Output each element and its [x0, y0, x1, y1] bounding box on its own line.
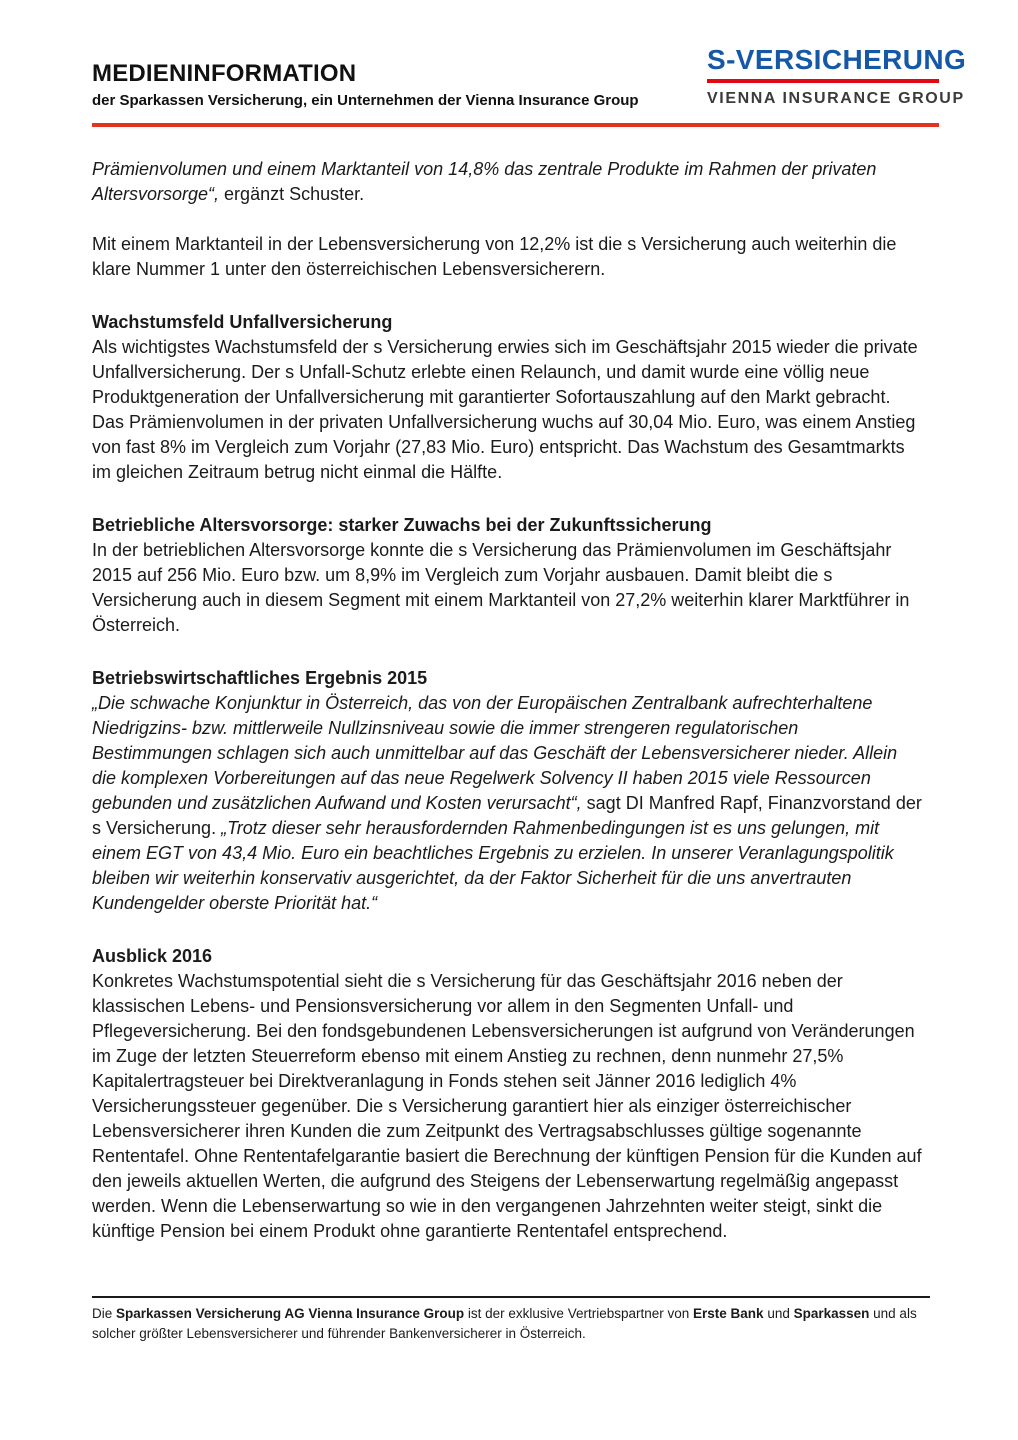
attribution-text-run: ergänzt Schuster. — [224, 184, 365, 204]
footer-divider-rule — [92, 1296, 930, 1298]
quote-text-run: „Die schwache Konjunktur in Österreich, das von der Europäischen Zentralbank aufrechterhaltene Niedrigzins- bzw. mittlerweile Nullzinsniveau sowie die immer strengeren regulatorischen Bestimmungen schlagen sich auch unmittelbar auf das Geschäft der Lebensversicherer nieder. Allein die komplexen Vorbereitungen auf das neue Regelwerk Solvency II haben 2015 viele Ressourcen gebunden und zusätzlichen Aufwand und Kosten verursacht“, — [92, 693, 898, 813]
quote-text-run: Prämienvolumen und einem Marktanteil von 14,8% das zentrale Produkte im Rahmen der privaten Altersvorsorge“, — [92, 159, 877, 204]
heading-wachstumsfeld: Wachstumsfeld Unfallversicherung — [92, 312, 393, 332]
footer-text-run: und als solcher größter Lebensversicherer und führender Bankenversicherer in Österreich. — [92, 1306, 917, 1341]
paragraph-intro-quote — [92, 157, 922, 207]
page-subtitle: der Sparkassen Versicherung, ein Unternehmen der Vienna Insurance Group — [92, 92, 639, 109]
quote-text-run: „Trotz dieser sehr herausfordernden Rahmenbedingungen ist es uns gelungen, mit einem EGT von 43,4 Mio. Euro ein beachtliches Ergebnis zu erzielen. In unserer Veranlagungspolitik bleiben wir weiterhin konservativ ausgerichtet, da der Faktor Sicherheit für die uns anvertrauten Kundengelder oberste Priorität hat.“ — [92, 818, 894, 913]
page-header — [92, 44, 967, 109]
attribution-text-run: sagt DI Manfred Rapf, Finanzvorstand der s Versicherung. — [92, 793, 922, 838]
footer-partner-sparkassen: Sparkassen — [793, 1306, 870, 1321]
paragraph-ergebnis-2015 — [92, 691, 922, 916]
heading-ausblick-2016: Ausblick 2016 — [92, 946, 213, 966]
page-title: MEDIENINFORMATION — [92, 60, 357, 87]
s-versicherung-logo — [707, 44, 967, 109]
footer-partner-erste-bank: Erste Bank — [693, 1306, 764, 1321]
logo-red-underline — [707, 79, 939, 83]
logo-group-name: VIENNA INSURANCE GROUP — [707, 90, 965, 107]
header-title-block — [92, 60, 707, 109]
heading-betriebliche-altersvorsorge: Betriebliche Altersvorsorge: starker Zuwachs bei der Zukunftssicherung — [92, 515, 712, 535]
footer-text-run: Die — [92, 1306, 117, 1321]
logo-wordmark: S-VERSICHERUNG — [707, 44, 967, 75]
page-footer — [92, 1296, 930, 1344]
header-divider-rule — [92, 123, 939, 127]
paragraph-ausblick-2016: Konkretes Wachstumspotential sieht die s Versicherung für das Geschäftsjahr 2016 neben der klassischen Lebens- und Pensionsversicherung vor allem in den Segmenten Unfall- und Pflegeversicherung. Bei den fondsgebundenen Lebensversicherungen ist aufgrund von Veränderungen im Zuge der letzten Steuerreform ebenso mit einem Anstieg zu rechnen, denn nunmehr 27,5% Kapitalertragsteuer bei Direktveranlagung in Fonds stehen seit Jänner 2016 lediglich 4% Versicherungssteuer gegenüber. Die s Versicherung garantiert hier als einziger österreichischer Lebensversicherer ihren Kunden die zum Zeitpunkt des Vertragsabschlusses gültige sogenannte Rententafel. Ohne Rententafelgarantie basiert die Berechnung der künftigen Pension für die Kunden auf den jeweils aktuellen Werten, die aufgrund des Steigens der Lebenserwartung regelmäßig angepasst werden. Wenn die Lebenserwartung so wie in den vergangenen Jahrzehnten weiter steigt, sinkt die künftige Pension bei einem Produkt ohne garantierte Rententafel entsprechend. — [92, 971, 922, 1241]
footer-text-run: ist der exklusive Vertriebspartner von — [464, 1306, 694, 1321]
footer-company-name: Sparkassen Versicherung AG Vienna Insurance Group — [116, 1306, 465, 1321]
paragraph-betriebliche-altersvorsorge: In der betrieblichen Altersvorsorge konnte die s Versicherung das Prämienvolumen im Geschäftsjahr 2015 auf 256 Mio. Euro bzw. um 8,9% im Vergleich zum Vorjahr ausbauen. Damit bleibt die s Versicherung auch in diesem Segment mit einem Marktanteil von 27,2% weiterhin klarer Marktführer in Österreich. — [92, 540, 910, 635]
paragraph-wachstumsfeld: Als wichtigstes Wachstumsfeld der s Versicherung erwies sich im Geschäftsjahr 2015 wieder die private Unfallversicherung. Der s Unfall-Schutz erlebte einen Relaunch, und damit wurde eine völlig neue Produktgeneration der Unfallversicherung mit garantierter Sofortauszahlung auf den Markt gebracht. Das Prämienvolumen in der privaten Unfallversicherung wuchs auf 30,04 Mio. Euro, was einem Anstieg von fast 8% im Vergleich zum Vorjahr (27,83 Mio. Euro) entspricht. Das Wachstum des Gesamtmarkts im gleichen Zeitraum betrug nicht einmal die Hälfte. — [92, 337, 918, 482]
paragraph-market-share: Mit einem Marktanteil in der Lebensversicherung von 12,2% ist die s Versicherung auch weiterhin die klare Nummer 1 unter den österreichischen Lebensversicherern. — [92, 234, 897, 279]
footer-text-run: und — [763, 1306, 794, 1321]
footer-note — [92, 1304, 930, 1344]
document-body — [92, 157, 922, 1244]
heading-ergebnis-2015: Betriebswirtschaftliches Ergebnis 2015 — [92, 668, 428, 688]
